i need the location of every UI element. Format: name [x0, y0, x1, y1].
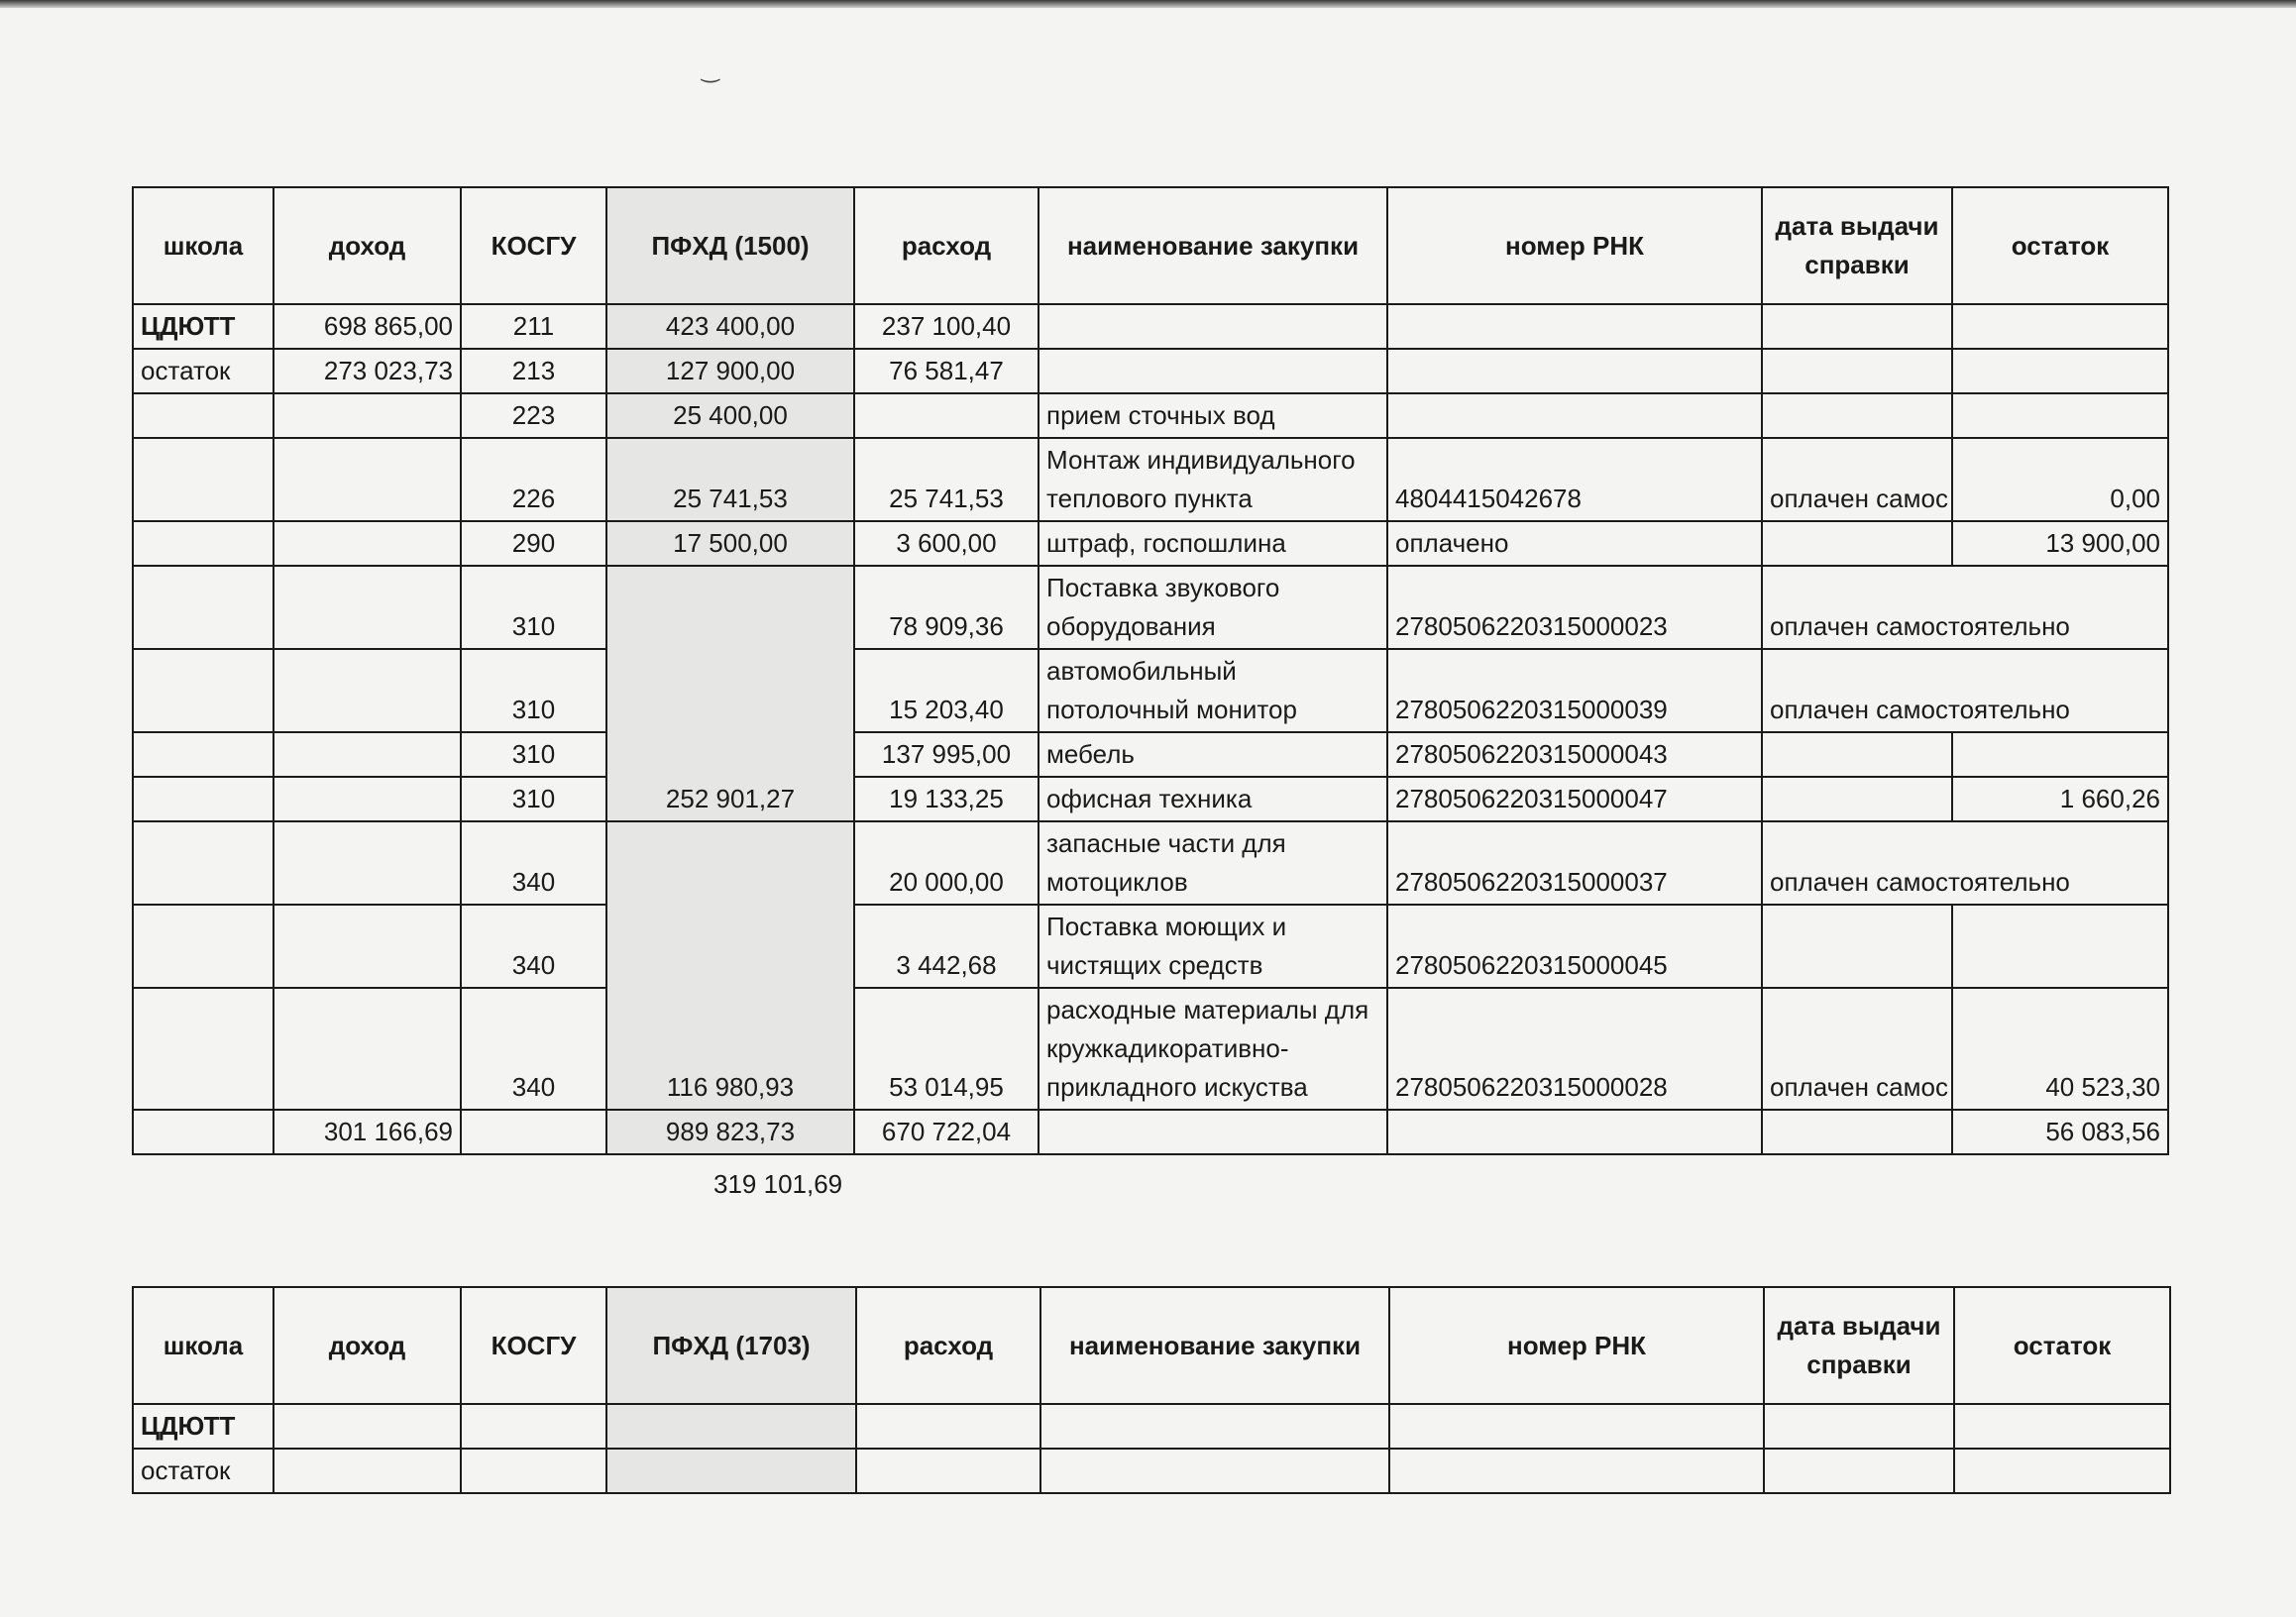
table-row	[133, 988, 2168, 1110]
cell-rnk	[1389, 1404, 1764, 1449]
cell-school	[133, 438, 273, 521]
scan-top-edge	[0, 0, 2296, 8]
cell-pfhd: 25 400,00	[606, 393, 854, 438]
cell-school: ЦДЮТТ	[133, 304, 273, 349]
cell-school	[133, 566, 273, 649]
budget-table-1500	[132, 186, 2169, 1155]
header-pfhd: ПФХД (1703)	[606, 1287, 856, 1404]
cell-date: оплачен самос	[1762, 988, 1952, 1110]
cell-income	[273, 821, 461, 905]
cell-rest	[1954, 1449, 2170, 1493]
table-row	[133, 777, 2168, 821]
cell-income	[273, 566, 461, 649]
header-purchase: наименование закупки	[1039, 187, 1387, 304]
header-rest: остаток	[1952, 187, 2168, 304]
cell-purchase	[1039, 349, 1387, 393]
cell-date	[1764, 1449, 1954, 1493]
cell-school: остаток	[133, 1449, 273, 1493]
cell-school	[133, 905, 273, 988]
cell-kosgu: 211	[461, 304, 606, 349]
cell-kosgu: 226	[461, 438, 606, 521]
cell-school	[133, 393, 273, 438]
table-row	[133, 438, 2168, 521]
table-row	[133, 304, 2168, 349]
cell-date	[1764, 1404, 1954, 1449]
table-row	[133, 1404, 2170, 1449]
cell-school	[133, 732, 273, 777]
cell-rnk: 2780506220315000039	[1387, 649, 1762, 732]
table-header-row	[133, 1287, 2170, 1404]
cell-rest: 40 523,30	[1952, 988, 2168, 1110]
cell-purchase	[1040, 1404, 1389, 1449]
cell-expense	[856, 1449, 1040, 1493]
header-kosgu: КОСГУ	[461, 187, 606, 304]
cell-rnk	[1389, 1449, 1764, 1493]
cell-expense: 237 100,40	[854, 304, 1039, 349]
cell-pfhd: 25 741,53	[606, 438, 854, 521]
cell-purchase	[1040, 1449, 1389, 1493]
cell-kosgu: 290	[461, 521, 606, 566]
cell-expense: 19 133,25	[854, 777, 1039, 821]
cell-purchase: офисная техника	[1039, 777, 1387, 821]
cell-kosgu: 310	[461, 566, 606, 649]
cell-expense: 25 741,53	[854, 438, 1039, 521]
cell-expense: 76 581,47	[854, 349, 1039, 393]
table-row	[133, 1449, 2170, 1493]
cell-pfhd: 423 400,00	[606, 304, 854, 349]
cell-date	[1762, 393, 1952, 438]
cell-pfhd: 17 500,00	[606, 521, 854, 566]
cell-purchase	[1039, 1110, 1387, 1154]
cell-school	[133, 521, 273, 566]
cell-school	[133, 821, 273, 905]
header-date: дата выдачи справки	[1762, 187, 1952, 304]
cell-date	[1762, 732, 1952, 777]
cell-kosgu: 310	[461, 732, 606, 777]
cell-kosgu: 310	[461, 649, 606, 732]
cell-purchase: Монтаж индивидуального теплового пункта	[1039, 438, 1387, 521]
cell-date: оплачен самостоятельно	[1762, 821, 1952, 905]
header-school: школа	[133, 1287, 273, 1404]
header-purchase: наименование закупки	[1040, 1287, 1389, 1404]
table-row	[133, 821, 2168, 905]
cell-purchase: расходные материалы для кружкадикоративно-прикладного искуства	[1039, 988, 1387, 1110]
header-rnk: номер РНК	[1387, 187, 1762, 304]
cell-date	[1762, 349, 1952, 393]
cell-income	[273, 905, 461, 988]
total-rest: 56 083,56	[1952, 1110, 2168, 1154]
cell-date	[1762, 304, 1952, 349]
cell-expense	[854, 393, 1039, 438]
cell-expense: 137 995,00	[854, 732, 1039, 777]
header-expense: расход	[854, 187, 1039, 304]
cell-rnk: 2780506220315000045	[1387, 905, 1762, 988]
cell-rest	[1952, 349, 2168, 393]
cell-school: остаток	[133, 349, 273, 393]
cell-pfhd	[606, 1449, 856, 1493]
cell-income	[273, 777, 461, 821]
cell-rnk: оплачено	[1387, 521, 1762, 566]
cell-rnk	[1387, 1110, 1762, 1154]
cell-school	[133, 649, 273, 732]
cell-income	[273, 649, 461, 732]
cell-rest	[1952, 732, 2168, 777]
cell-purchase: Поставка моющих и чистящих средств	[1039, 905, 1387, 988]
cell-purchase: Поставка звукового оборудования	[1039, 566, 1387, 649]
table-total-row	[133, 1110, 2168, 1154]
cell-income	[273, 393, 461, 438]
cell-purchase	[1039, 304, 1387, 349]
cell-rnk: 4804415042678	[1387, 438, 1762, 521]
header-kosgu: КОСГУ	[461, 1287, 606, 1404]
pfhd-difference-value: 319 101,69	[713, 1169, 843, 1199]
header-income: доход	[273, 1287, 461, 1404]
cell-expense: 15 203,40	[854, 649, 1039, 732]
cell-rest	[1952, 304, 2168, 349]
cell-rest	[1952, 905, 2168, 988]
cell-rest: 13 900,00	[1952, 521, 2168, 566]
cell-date	[1762, 1110, 1952, 1154]
cell-pfhd	[606, 1404, 856, 1449]
cell-kosgu: 310	[461, 777, 606, 821]
total-pfhd: 989 823,73	[606, 1110, 854, 1154]
budget-table-1703	[132, 1286, 2171, 1494]
cell-income	[273, 438, 461, 521]
cell-purchase: штраф, госпошлина	[1039, 521, 1387, 566]
table-row	[133, 349, 2168, 393]
cell-income	[273, 1449, 461, 1493]
cell-expense: 20 000,00	[854, 821, 1039, 905]
cell-date: оплачен самостоятельно	[1762, 566, 1952, 649]
header-school: школа	[133, 187, 273, 304]
table-row	[133, 521, 2168, 566]
pen-mark-icon: ‿	[702, 57, 719, 82]
cell-rnk: 2780506220315000023	[1387, 566, 1762, 649]
cell-income: 698 865,00	[273, 304, 461, 349]
cell-school: ЦДЮТТ	[133, 1404, 273, 1449]
header-expense: расход	[856, 1287, 1040, 1404]
cell-kosgu: 213	[461, 349, 606, 393]
table-row	[133, 393, 2168, 438]
cell-purchase: автомобильный потолочный монитор	[1039, 649, 1387, 732]
total-expense: 670 722,04	[854, 1110, 1039, 1154]
cell-expense: 53 014,95	[854, 988, 1039, 1110]
cell-rest: 0,00	[1952, 438, 2168, 521]
cell-kosgu: 223	[461, 393, 606, 438]
cell-expense: 3 600,00	[854, 521, 1039, 566]
cell-date	[1762, 777, 1952, 821]
table-row	[133, 566, 2168, 649]
cell-kosgu	[461, 1404, 606, 1449]
header-rnk: номер РНК	[1389, 1287, 1764, 1404]
cell-kosgu: 340	[461, 988, 606, 1110]
table-row	[133, 649, 2168, 732]
cell-kosgu	[461, 1110, 606, 1154]
cell-income: 273 023,73	[273, 349, 461, 393]
cell-date	[1762, 905, 1952, 988]
cell-date	[1762, 521, 1952, 566]
cell-income	[273, 988, 461, 1110]
cell-purchase: мебель	[1039, 732, 1387, 777]
header-pfhd: ПФХД (1500)	[606, 187, 854, 304]
header-date: дата выдачи справки	[1764, 1287, 1954, 1404]
cell-purchase: прием сточных вод	[1039, 393, 1387, 438]
cell-pfhd: 127 900,00	[606, 349, 854, 393]
cell-purchase: запасные части для мотоциклов	[1039, 821, 1387, 905]
cell-school	[133, 777, 273, 821]
cell-kosgu	[461, 1449, 606, 1493]
cell-kosgu: 340	[461, 905, 606, 988]
table-row	[133, 732, 2168, 777]
cell-rest: 1 660,26	[1952, 777, 2168, 821]
cell-rest	[1954, 1404, 2170, 1449]
cell-expense: 3 442,68	[854, 905, 1039, 988]
cell-expense	[856, 1404, 1040, 1449]
cell-date: оплачен самостоятельно	[1762, 649, 1952, 732]
cell-rest	[1952, 393, 2168, 438]
table-header-row	[133, 187, 2168, 304]
cell-pfhd-310: 252 901,27	[606, 566, 854, 821]
cell-income	[273, 1404, 461, 1449]
cell-rnk	[1387, 304, 1762, 349]
table-row	[133, 905, 2168, 988]
cell-rnk	[1387, 393, 1762, 438]
header-income: доход	[273, 187, 461, 304]
cell-expense: 78 909,36	[854, 566, 1039, 649]
cell-date: оплачен самос	[1762, 438, 1952, 521]
cell-income	[273, 521, 461, 566]
cell-pfhd-340: 116 980,93	[606, 821, 854, 1110]
cell-rnk: 2780506220315000047	[1387, 777, 1762, 821]
cell-rnk: 2780506220315000043	[1387, 732, 1762, 777]
header-rest: остаток	[1954, 1287, 2170, 1404]
total-income: 301 166,69	[273, 1110, 461, 1154]
cell-school	[133, 988, 273, 1110]
cell-income	[273, 732, 461, 777]
cell-rnk: 2780506220315000037	[1387, 821, 1762, 905]
cell-school	[133, 1110, 273, 1154]
cell-kosgu: 340	[461, 821, 606, 905]
cell-rnk	[1387, 349, 1762, 393]
cell-rnk: 2780506220315000028	[1387, 988, 1762, 1110]
